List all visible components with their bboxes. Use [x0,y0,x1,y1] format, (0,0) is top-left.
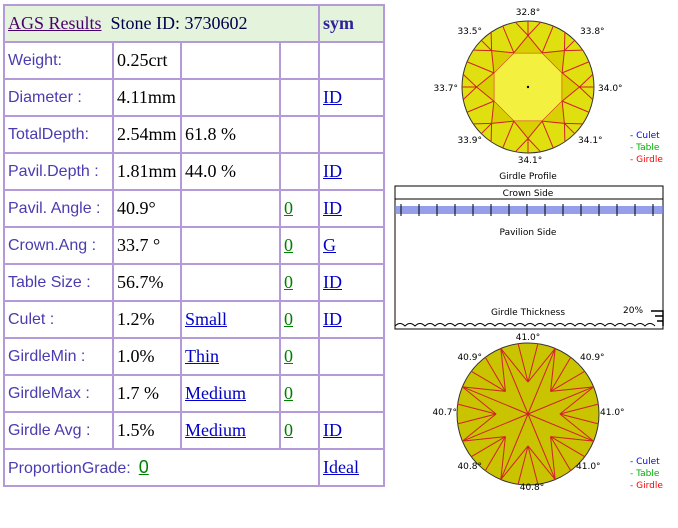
row-value: 0.25crt [113,42,181,79]
row-sym-link[interactable]: ID [323,198,342,218]
row-sym-link[interactable]: G [323,235,336,255]
profile-title: Girdle Profile [499,172,557,182]
crown-angle-label: 32.8° [515,8,541,18]
pavilion-diagram [390,332,678,528]
table-row [4,301,384,338]
row-value-2 [181,190,280,227]
row-sym-link[interactable]: ID [323,87,342,107]
pavilion-side-label: Pavilion Side [499,228,557,238]
row-sym [319,301,384,338]
row-score [280,338,319,375]
row-value: 1.5% [113,412,181,449]
row-value: 1.0% [113,338,181,375]
row-label: Diameter : [4,79,113,116]
table-row [4,153,384,190]
pavilion-legend-item: - Culet [630,457,660,467]
row-sym [319,412,384,449]
proportion-grade-cell [319,449,384,486]
crown-legend-item: - Table [630,143,660,153]
pavilion-angle-label: 41.0° [576,462,601,472]
proportion-row [4,449,384,486]
row-score-link[interactable]: 0 [284,420,293,440]
facet-line [564,123,565,141]
row-sym-link[interactable]: ID [323,272,342,292]
row-value-2 [181,227,280,264]
row-sym [319,264,384,301]
row-grade-link[interactable]: Thin [185,346,219,366]
row-value: 1.7 % [113,375,181,412]
row-sym [319,227,384,264]
pavilion-angle-label: 41.0° [600,408,625,418]
row-score [280,42,319,79]
thickness-pct: 20% [623,306,644,316]
row-sym [319,190,384,227]
pavilion-angle-label: 40.9° [580,353,605,363]
crown-angle-label: 33.8° [580,27,605,37]
pavilion-angle-label: 40.7° [432,408,457,418]
row-score [280,375,319,412]
row-sym-link[interactable]: ID [323,309,342,329]
facet-line [564,50,582,51]
row-value-2 [181,79,280,116]
crown-angle-label: 33.5° [457,27,482,37]
row-score-link[interactable]: 0 [284,346,293,366]
row-grade-link[interactable]: Medium [185,420,246,440]
table-row [4,338,384,375]
row-label: Weight: [4,42,113,79]
table-row [4,79,384,116]
facet-line [473,123,491,124]
row-score [280,153,319,190]
crown-angle-label: 34.1° [517,156,543,166]
row-label: GirdleMin : [4,338,113,375]
proportion-cell [4,449,319,486]
row-sym [319,375,384,412]
row-value: 4.11mm [113,79,181,116]
results-header [4,5,319,42]
row-label: Crown.Ang : [4,227,113,264]
row-value-2 [181,375,280,412]
row-label: GirdleMax : [4,375,113,412]
crown-legend-item: - Girdle [630,155,663,165]
row-value: 40.9° [113,190,181,227]
row-score [280,116,319,153]
row-value-2 [181,301,280,338]
row-score [280,190,319,227]
table-row [4,412,384,449]
pavilion-legend-item: - Girdle [630,481,663,491]
row-score [280,264,319,301]
crown-angle-label: 34.0° [598,84,623,94]
pavilion-angle-label: 40.8° [457,462,482,472]
crown-diagram [390,0,678,180]
facet-line [564,123,582,124]
row-value: 2.54mm [113,116,181,153]
row-label: TotalDepth: [4,116,113,153]
proportion-score-link[interactable]: 0 [138,457,149,477]
crown-angle-label: 33.9° [457,136,482,146]
row-value: 56.7% [113,264,181,301]
pavilion-legend-item: - Table [630,469,660,479]
row-score-link[interactable]: 0 [284,383,293,403]
table-row [4,42,384,79]
table-row [4,116,384,153]
crown-angle-label: 34.1° [578,136,603,146]
row-score [280,301,319,338]
girdle-thickness-label: Girdle Thickness [490,308,566,318]
row-value: 1.81mm [113,153,181,190]
row-label: Table Size : [4,264,113,301]
row-value-2 [181,412,280,449]
table-row [4,375,384,412]
row-value-2 [181,338,280,375]
sym-header: sym [319,5,384,42]
row-score-link[interactable]: 0 [284,235,293,255]
row-score [280,412,319,449]
row-score-link[interactable]: 0 [284,198,293,218]
culet-dot [527,86,529,88]
girdle-band [395,206,663,214]
row-value-2 [181,264,280,301]
table-row [4,190,384,227]
row-score-link[interactable]: 0 [284,272,293,292]
row-score [280,227,319,264]
facet-line [491,123,492,141]
row-label: Girdle Avg : [4,412,113,449]
crown-legend-item: - Culet [630,131,660,141]
row-label: Culet : [4,301,113,338]
pavilion-angle-label: 40.9° [457,353,482,363]
ags-results-title: AGS Results [8,13,102,33]
row-label: Pavil.Depth : [4,153,113,190]
row-value: 33.7 ° [113,227,181,264]
facet-line [564,32,565,50]
row-sym-link[interactable]: ID [323,161,342,181]
row-sym [319,116,384,153]
row-label: Pavil. Angle : [4,190,113,227]
table-row [4,227,384,264]
row-value: 1.2% [113,301,181,338]
girdle-profile [393,168,678,343]
row-value-2: 61.8 % [181,116,280,153]
pavilion-angle-label: 40.8° [519,483,545,493]
row-value-2: 44.0 % [181,153,280,190]
proportion-label: ProportionGrade: [8,460,131,477]
facet-line [473,50,491,51]
proportion-grade-link[interactable]: Ideal [323,457,359,477]
table-row [4,264,384,301]
row-sym [319,338,384,375]
crown-angle-label: 33.7° [433,84,458,94]
row-grade-link[interactable]: Small [185,309,228,329]
pavilion-angle-label: 41.0° [515,333,541,343]
row-sym [319,42,384,79]
header-row [4,5,384,42]
row-score [280,79,319,116]
row-grade-link[interactable]: Medium [185,383,246,403]
row-sym-link[interactable]: ID [323,420,342,440]
row-value-2 [181,42,280,79]
facet-line [491,32,492,50]
stone-id: Stone ID: 3730602 [110,13,248,33]
results-table [3,4,385,487]
row-sym [319,153,384,190]
crown-side-label: Crown Side [502,189,554,199]
row-sym [319,79,384,116]
row-score-link[interactable]: 0 [284,309,293,329]
